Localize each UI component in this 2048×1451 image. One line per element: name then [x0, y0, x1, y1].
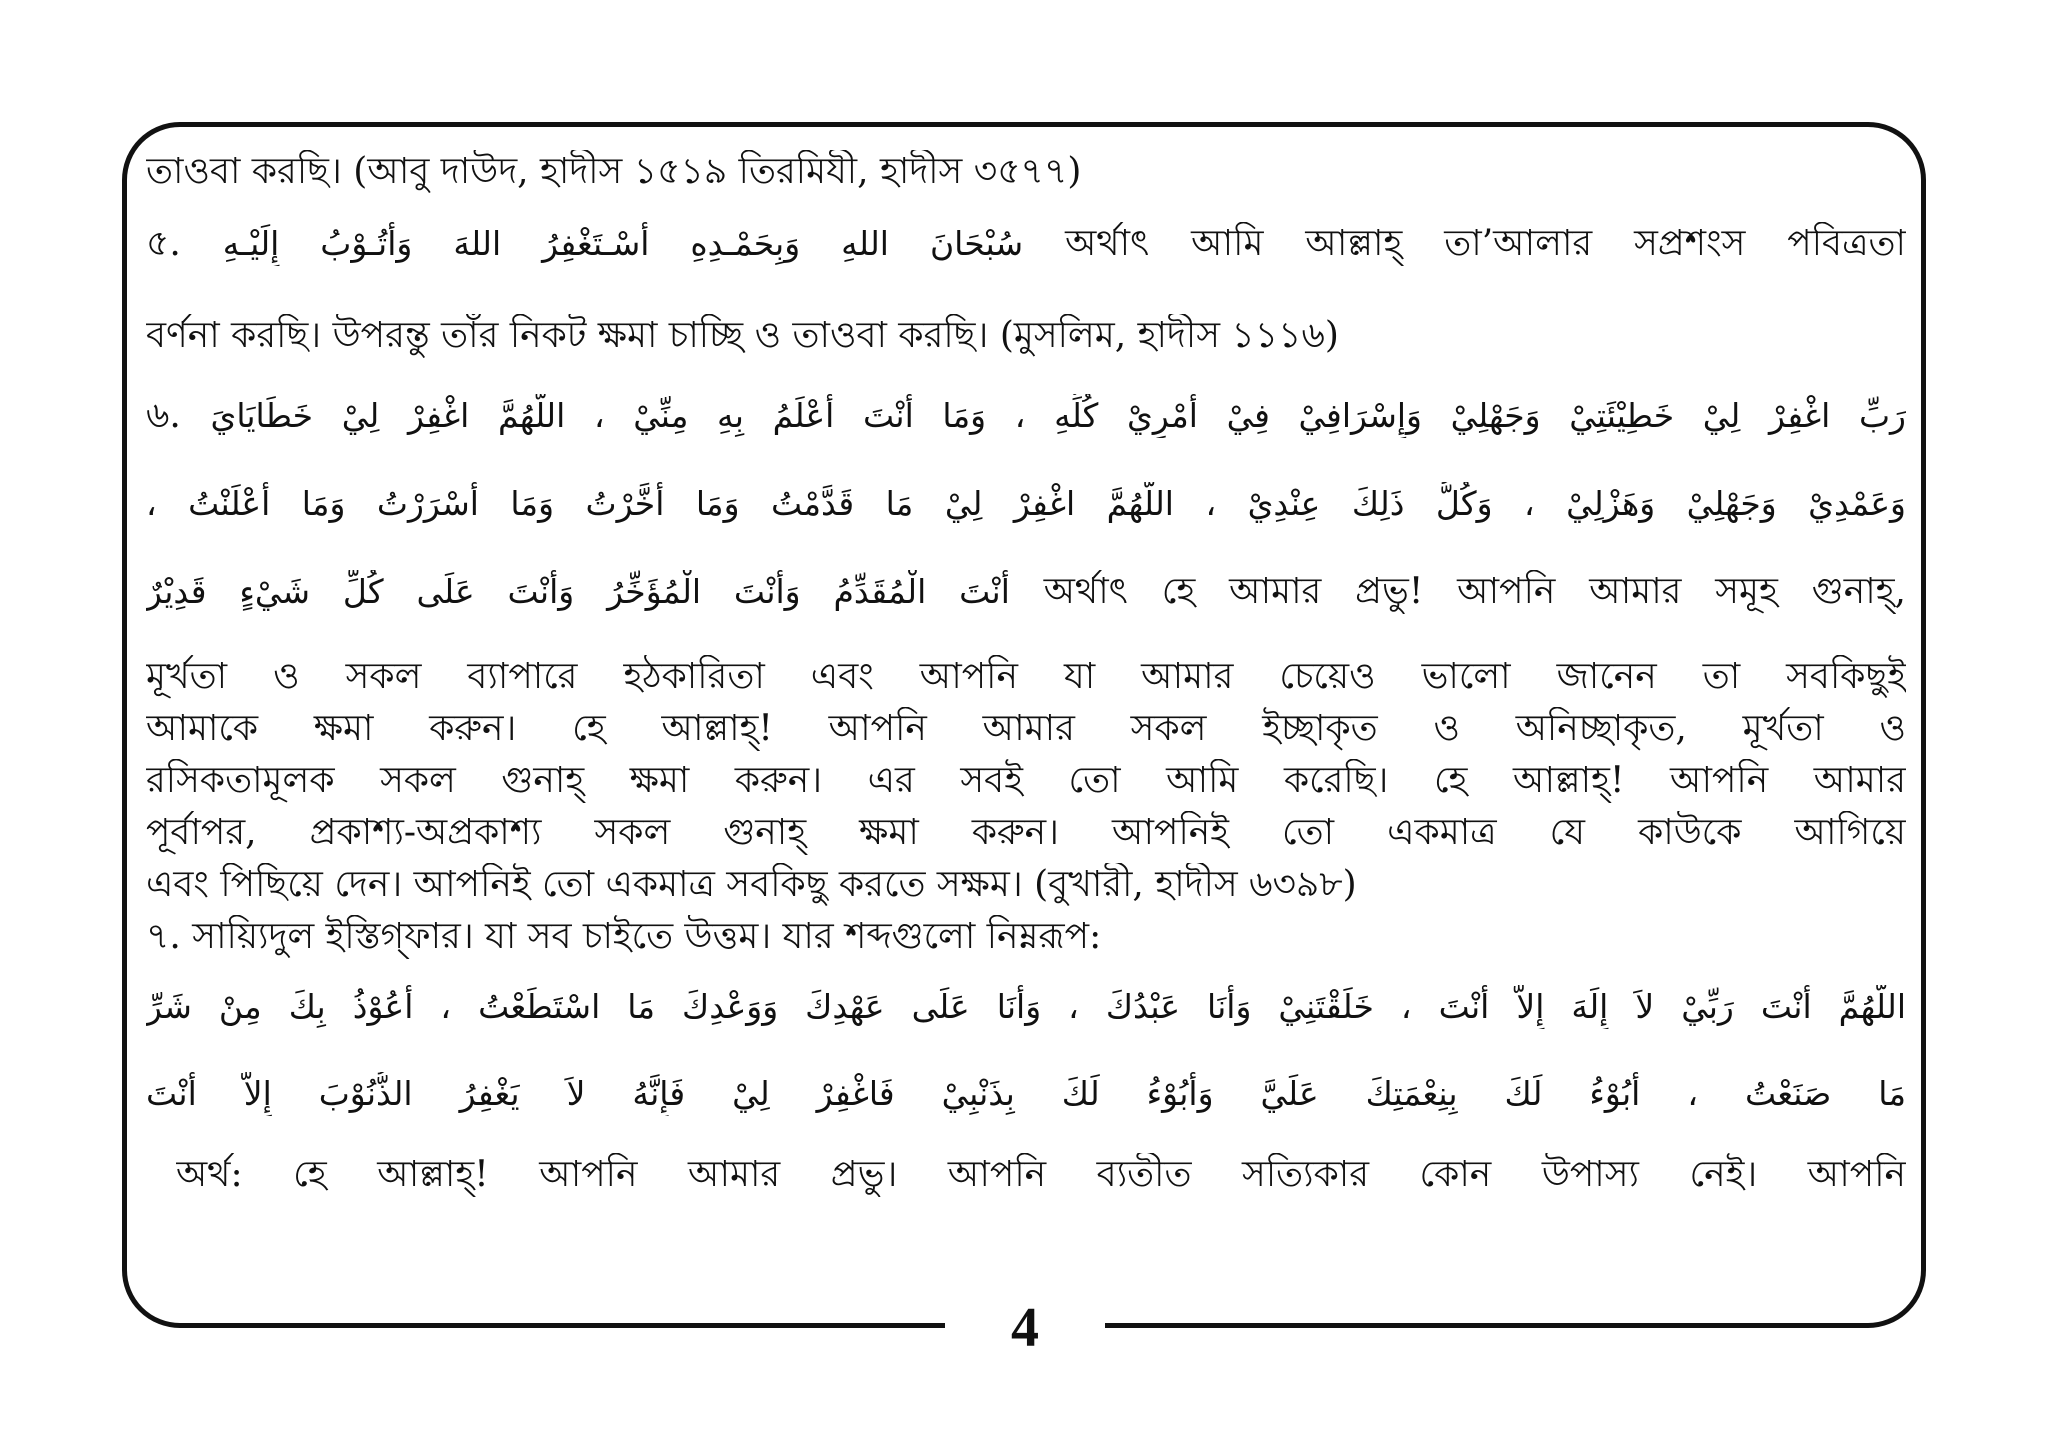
text-line-6 — [146, 570, 1906, 614]
text-line-4 — [146, 394, 1906, 438]
arabic-line-5: وَعَمْدِيْ وَجَهْلِيْ وَهَزْلِيْ ، وَكُلُّ ذَلِكَ عِنْدِيْ ، اللَّهُمَّ اغْفِرْ لِيْ مَا قَدَّمْتُ وَمَا أَخَّرْتُ وَمَا أَسْرَرْتُ وَمَا أَعْلَنْتُ ، — [146, 484, 1906, 523]
text-line-15: অর্থ: হে আল্লাহ্! আপনি আমার প্রভু। আপনি ব্যতীত সত্যিকার কোন উপাস্য নেই। আপনি — [176, 1154, 1906, 1195]
text-line-9: রসিকতামূলক সকল গুনাহ্ ক্ষমা করুন। এর সবই তো আমি করেছি। হে আল্লাহ্! আপনি আমার — [146, 760, 1906, 801]
arabic-phrase: أَنْتَ الْمُقَدِّمُ وَأَنْتَ الْمُؤَخِّرُ وَأَنْتَ عَلَى كُلِّ شَيْءٍ قَدِيْرٌ — [146, 572, 1010, 611]
arabic-phrase: رَبِّ اغْفِرْ لِيْ خَطِيْئَتِيْ وَجَهْلِيْ وَإِسْرَافِيْ فِيْ أَمْرِيْ كُلِّهِ ، وَمَا أَنْتَ أَعْلَمُ بِهِ مِنِّيْ ، اللَّهُمَّ اغْفِرْ لِيْ خَطَايَايَ — [210, 396, 1906, 435]
text-line-10: পূর্বাপর, প্রকাশ্য-অপ্রকাশ্য সকল গুনাহ্ ক্ষমা করুন। আপনিই তো একমাত্র যে কাউকে আগিয়ে — [146, 812, 1906, 853]
arabic-line-14: مَا صَنَعْتُ ، أَبُوْءُ لَكَ بِنِعْمَتِكَ عَلَيَّ وَأَبُوْءُ لَكَ بِذَنْبِيْ فَاغْفِرْ لِيْ فَإِنَّهُ لاَ يَغْفِرُ الذُّنُوْبَ إِلاَّ أَنْتَ — [146, 1074, 1906, 1113]
text-line-3: বর্ণনা করছি। উপরন্তু তাঁর নিকট ক্ষমা চাচ্ছি ও তাওবা করছি। (মুসলিম, হাদীস ১১১৬) — [146, 315, 1339, 356]
item-number-5: ৫. — [146, 223, 181, 264]
arabic-phrase: سُبْحَانَ اللهِ وَبِحَمْـدِهِ أَسْـتَغْفِرُ اللهَ وَأَتُـوْبُ إِلَيْـهِ — [222, 224, 1024, 263]
text-line-8: আমাকে ক্ষমা করুন। হে আল্লাহ্! আপনি আমার সকল ইচ্ছাকৃত ও অনিচ্ছাকৃত, মূর্খতা ও — [146, 708, 1906, 749]
text-line-7: মূর্খতা ও সকল ব্যাপারে হঠকারিতা এবং আপনি যা আমার চেয়েও ভালো জানেন তা সবকিছুই — [146, 656, 1906, 697]
arabic-line-13: اللَّهُمَّ أَنْتَ رَبِّيْ لاَ إِلَهَ إِلاَّ أَنْتَ ، خَلَقْتَنِيْ وَأَنَا عَبْدُكَ ، وَأَنَا عَلَى عَهْدِكَ وَوَعْدِكَ مَا اسْتَطَعْتُ ، أَعُوْذُ بِكَ مِنْ شَرِّ — [146, 987, 1906, 1026]
translation-text: অর্থাৎ হে আমার প্রভু! আপনি আমার সমূহ গুনাহ্, — [1043, 571, 1906, 612]
text-line-1: তাওবা করছি। (আবু দাউদ, হাদীস ১৫১৯ তিরমিযী, হাদীস ৩৫৭৭) — [146, 151, 1082, 192]
text-line-2 — [146, 222, 1906, 266]
page-number: 4 — [1011, 1297, 1039, 1359]
item-number-6: ৬. — [146, 395, 181, 436]
text-line-12: ৭. সায়্যিদুল ইস্তিগ্ফার। যা সব চাইতে উত্তম। যার শব্দগুলো নিম্নরূপ: — [146, 916, 1102, 957]
text-line-11: এবং পিছিয়ে দেন। আপনিই তো একমাত্র সবকিছু করতে সক্ষম। (বুখারী, হাদীস ৬৩৯৮) — [146, 864, 1357, 905]
translation-text: অর্থাৎ আমি আল্লাহ্ তা’আলার সপ্রশংস পবিত্রতা — [1065, 223, 1906, 264]
